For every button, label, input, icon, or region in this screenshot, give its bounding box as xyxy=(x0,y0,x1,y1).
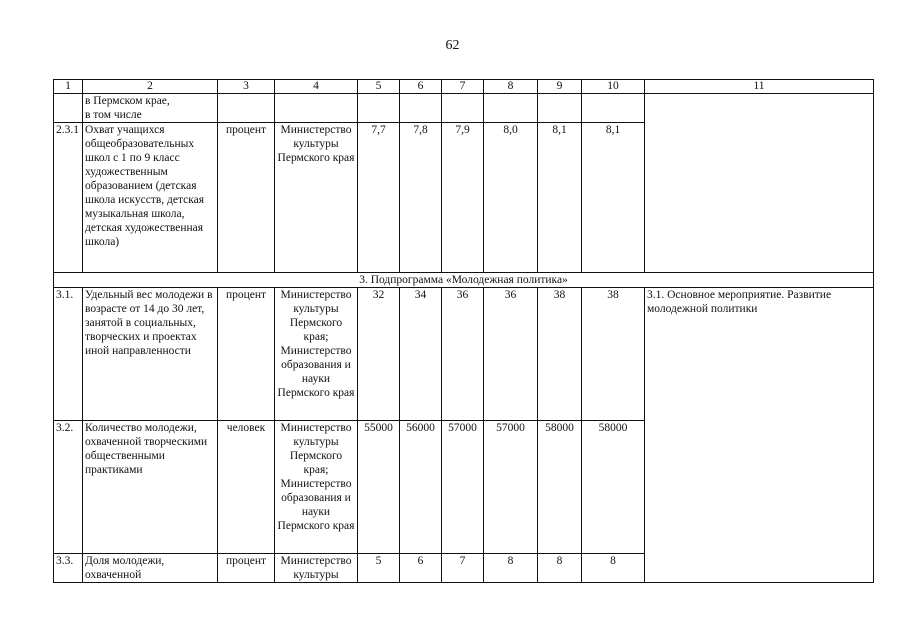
value-cell: 7 xyxy=(442,554,484,583)
indicators-table xyxy=(53,79,874,583)
header-cell: 5 xyxy=(358,80,400,94)
notes-cell xyxy=(645,94,874,273)
unit: процент xyxy=(218,554,275,583)
value-cell: 5 xyxy=(358,554,400,583)
header-cell: 1 xyxy=(54,80,83,94)
value-cell: 8 xyxy=(582,554,645,583)
value-cell: 38 xyxy=(538,288,582,421)
row-number: 2.3.1 xyxy=(54,123,83,273)
value-cell: 8,1 xyxy=(538,123,582,273)
unit: человек xyxy=(218,421,275,554)
header-cell: 11 xyxy=(645,80,874,94)
responsible-org: Министерство культуры Пермского края; Министерство образования и науки Пермского края xyxy=(275,421,358,554)
header-cell: 2 xyxy=(83,80,218,94)
value-cell: 36 xyxy=(442,288,484,421)
header-cell: 4 xyxy=(275,80,358,94)
value-cell: 34 xyxy=(400,288,442,421)
responsible-org: Министерство культуры Пермского края xyxy=(275,123,358,273)
value-cell: 6 xyxy=(400,554,442,583)
value-cell: 7,9 xyxy=(442,123,484,273)
header-cell: 8 xyxy=(484,80,538,94)
unit: процент xyxy=(218,123,275,273)
table-row xyxy=(54,288,874,421)
row-number: 3.3. xyxy=(54,554,83,583)
value-cell: 57000 xyxy=(442,421,484,554)
header-cell: 3 xyxy=(218,80,275,94)
subprogram-row xyxy=(54,273,874,288)
value-cell: 7,7 xyxy=(358,123,400,273)
value-cell: 57000 xyxy=(484,421,538,554)
unit: процент xyxy=(218,288,275,421)
value-cell: 8,0 xyxy=(484,123,538,273)
value-cell: 58000 xyxy=(582,421,645,554)
value-cell: 32 xyxy=(358,288,400,421)
responsible-org: Министерство культуры Пермского края; Министерство образования и науки Пермского края xyxy=(275,288,358,421)
value-cell: 8 xyxy=(484,554,538,583)
indicator-name: Охват учащихся общеобразовательных школ с 1 по 9 класс художественным образованием (детская школа искусств, детская музыкальная школа, детская художественная школа) xyxy=(83,123,218,273)
main-activity-cell: 3.1. Основное мероприятие. Развитие молодежной политики xyxy=(645,288,874,583)
subprogram-title: 3. Подпрограмма «Молодежная политика» xyxy=(54,273,874,288)
value-cell: 8 xyxy=(538,554,582,583)
value-cell: 36 xyxy=(484,288,538,421)
value-cell: 58000 xyxy=(538,421,582,554)
row-number: 3.2. xyxy=(54,421,83,554)
header-cell: 7 xyxy=(442,80,484,94)
value-cell: 55000 xyxy=(358,421,400,554)
indicator-name: Количество молодежи, охваченной творческими общественными практиками xyxy=(83,421,218,554)
header-cell: 9 xyxy=(538,80,582,94)
indicator-name: в Пермском крае, в том числе xyxy=(83,94,218,123)
header-cell: 10 xyxy=(582,80,645,94)
indicator-name: Удельный вес молодежи в возрасте от 14 до 30 лет, занятой в социальных, творческих и проектах иной направленности xyxy=(83,288,218,421)
header-cell: 6 xyxy=(400,80,442,94)
responsible-org: Министерство культуры xyxy=(275,554,358,583)
table-row xyxy=(54,94,874,123)
row-number: 3.1. xyxy=(54,288,83,421)
indicator-name: Доля молодежи, охваченной xyxy=(83,554,218,583)
column-number-header xyxy=(54,80,874,94)
value-cell: 38 xyxy=(582,288,645,421)
value-cell: 8,1 xyxy=(582,123,645,273)
page-number: 62 xyxy=(445,38,460,53)
value-cell: 56000 xyxy=(400,421,442,554)
value-cell: 7,8 xyxy=(400,123,442,273)
